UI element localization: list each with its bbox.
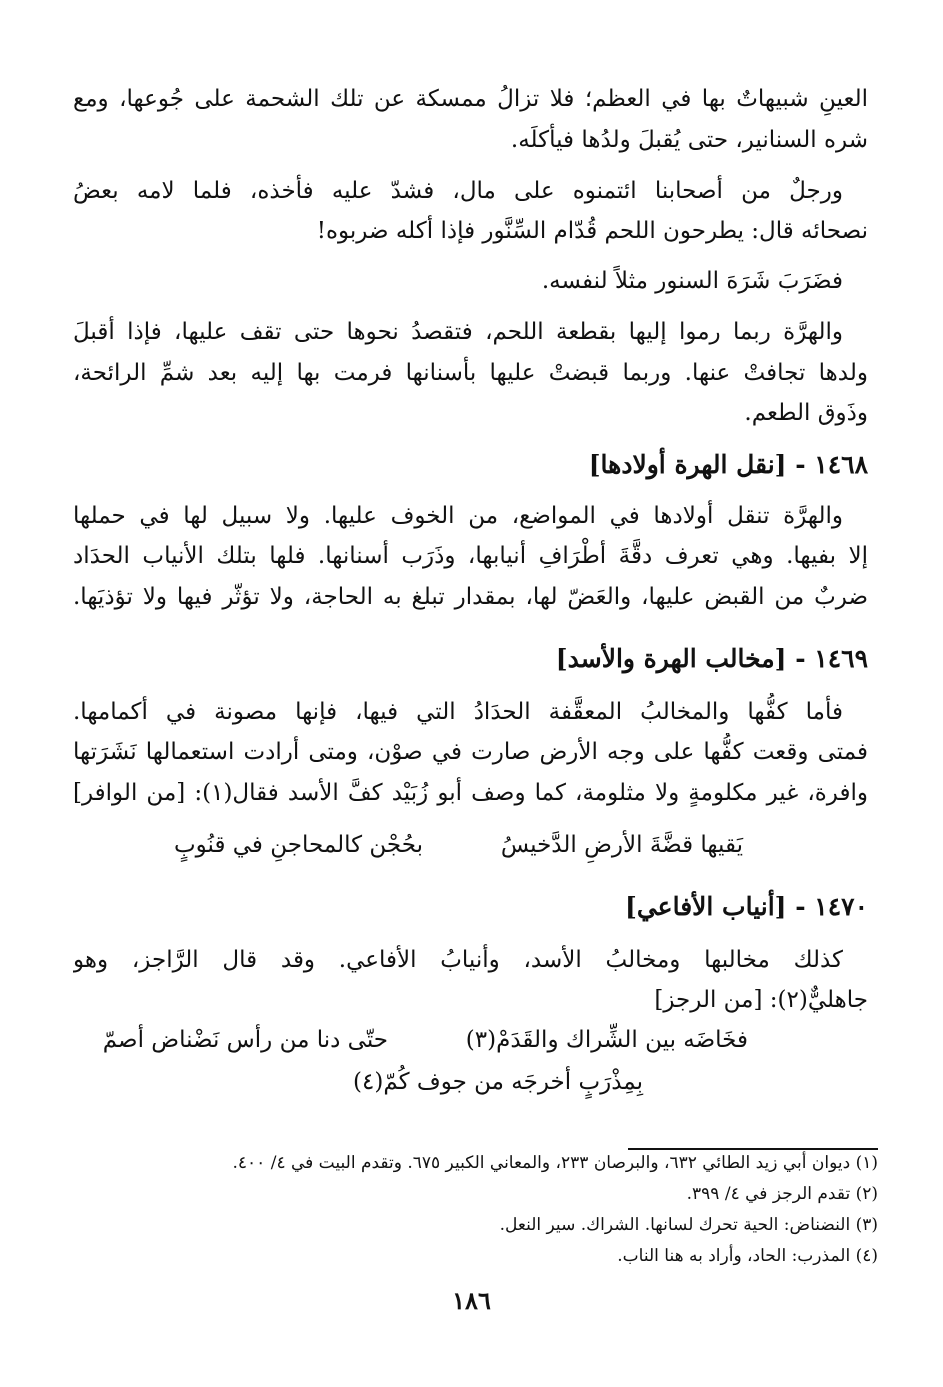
section-1470-line-2: جاهليٌّ(٢): [من الرجز]	[654, 987, 868, 1013]
paragraph-2-line-2: نصحائه قال: يطرحون اللحم قُدّام السِّنَّور فإذا أكله ضربوه!	[316, 218, 868, 244]
footnote-3: (٣) النضناض: الحية تحرك لسانها. الشراك. سير النعل.	[499, 1215, 878, 1235]
paragraph-3-line-1: فضَرَبَ شَرَهَ السنور مثلاً لنفسه.	[541, 268, 843, 294]
paragraph-1-line-1: العينِ شبيهاتٌ بها في العظم؛ فلا تزالُ ممسكة عن تلك الشحمة على جُوعها، ومع	[73, 86, 868, 112]
section-1468-line-1: والهرَّة تنقل أولادها في المواضع، من الخوف عليها. ولا سبيل لها في حملها	[73, 503, 843, 529]
section-1469-line-1: فأما كفُّها والمخالبُ المعقَّفة الحدَادُ التي فيها، فإنها مصونة في أكمامها.	[73, 699, 843, 725]
section-1469-line-2: فمتى وقعت كفُّها على وجه الأرض صارت في صوْن، ومتى أرادت استعمالها نَشَرَتها	[73, 739, 868, 765]
section-heading-1469: ١٤٦٩ - [مخالب الهرة والأسد]	[555, 644, 868, 673]
footnote-1: (١) ديوان أبي زيد الطائي ٦٣٢، والبرصان ٢٣٣، والمعاني الكبير ٦٧٥. وتقدم البيت في ٤/ ٤٠٠.	[232, 1153, 878, 1173]
paragraph-1-line-2: شره السنانير، حتى يُقبلَ ولدُها فيأكلَه.	[510, 127, 868, 153]
verse-1470-line-2: بِمِذْرَبٍ أخرجَه من جوف كُمّ(٤)	[353, 1069, 643, 1095]
verse-1470-hemistich-2: فخَاضَه بين الشِّراك والقَدَمْ(٣)	[465, 1027, 748, 1053]
section-1469-line-3: وافرة، غير مكلومةٍ ولا مثلومة، كما وصف أبو زُبَيْد كفَّ الأسد فقال(١): [من الوافر]	[73, 780, 868, 806]
section-heading-1470: ١٤٧٠ - [أنياب الأفاعي]	[625, 892, 868, 921]
verse-1469-hemistich-1: بحُجْن كالمحاجنِ في قنُوبٍ	[173, 832, 423, 858]
paragraph-4-line-3: وذَوق الطعم.	[744, 400, 868, 426]
section-heading-1468: ١٤٦٨ - [نقل الهرة أولادها]	[588, 450, 868, 479]
page-number: ١٨٦	[452, 1286, 491, 1315]
verse-1470-hemistich-1: حتّى دنا من رأس نَضْناض أصمّ	[102, 1027, 388, 1053]
section-1468-line-2: إلا بفيها. وهي تعرف دقَّةَ أطْرَافِ أنيابها، وذَرَب أسنانها. فلها بتلك الأنياب الحدَاد	[73, 543, 868, 569]
footnote-2: (٢) تقدم الرجز في ٤/ ٣٩٩.	[686, 1184, 878, 1204]
section-1468-line-3: ضربٌ من القبض عليها، والعَضّ لها، بمقدار تبلغ به الحاجة، ولا تؤثّر فيها ولا تؤذيَها.	[73, 584, 868, 610]
paragraph-4-line-1: والهرَّة ربما رموا إليها بقطعة اللحم، فتقصدُ نحوها حتى تقف عليها، فإذا أقبلَ	[73, 319, 843, 345]
section-1470-line-1: كذلك مخالبها ومخالبُ الأسد، وأنيابُ الأفاعي. وقد قال الرَّاجز، وهو	[73, 947, 843, 973]
paragraph-4-line-2: ولدها تجافتْ عنها. وربما قبضتْ عليها بأسنانها فرمت بها إليه بعد شمِّ الرائحة،	[73, 360, 868, 386]
paragraph-2-line-1: ورجلٌ من أصحابنا ائتمنوه على مال، فشدّ عليه فأخذه، فلما لامه بعضُ	[73, 178, 843, 204]
footnote-4: (٤) المذرب: الحاد، وأراد به هنا الناب.	[617, 1246, 878, 1266]
verse-1469-hemistich-2: يَقيها قضَّةَ الأرضِ الدَّخيسُ	[500, 832, 743, 858]
